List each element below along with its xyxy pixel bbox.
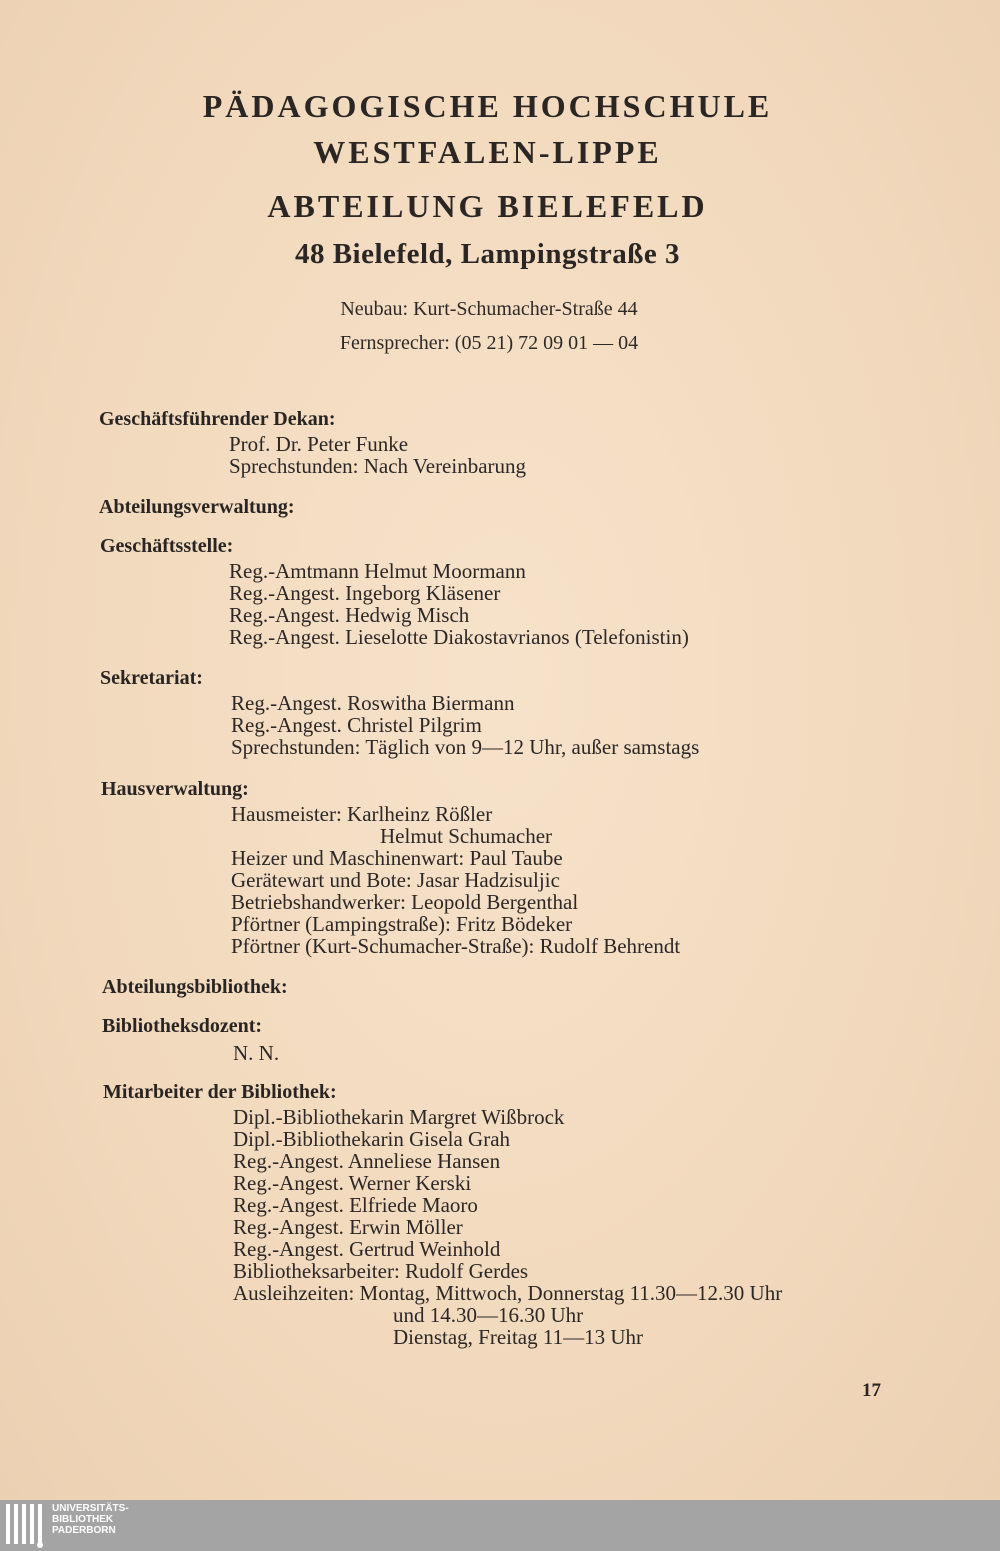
dekan-name: Prof. Dr. Peter Funke [229, 432, 409, 456]
mitarbeiter-heading: Mitarbeiter der Bibliothek: [103, 1081, 337, 1103]
list-item: Dienstag, Freitag 11—13 Uhr [393, 1325, 644, 1349]
verwaltung-heading: Abteilungsverwaltung: [99, 496, 295, 518]
dekan-hours: Sprechstunden: Nach Vereinbarung [229, 454, 527, 478]
logo-dot-icon [37, 1542, 43, 1548]
logo-line: BIBLIOTHEK [52, 1514, 114, 1525]
logo-line: PADERBORN [52, 1525, 116, 1536]
list-item: Reg.-Angest. Anneliese Hansen [233, 1149, 501, 1173]
list-item: Sprechstunden: Täglich von 9—12 Uhr, außer samstags [231, 735, 700, 759]
list-item: Reg.-Angest. Elfriede Maoro [233, 1193, 478, 1217]
list-item: Dipl.-Bibliothekarin Margret Wißbrock [233, 1105, 565, 1129]
hausverwaltung-heading: Hausverwaltung: [101, 778, 249, 800]
bibliothek-heading: Abteilungsbibliothek: [102, 976, 288, 998]
list-item: Ausleihzeiten: Montag, Mittwoch, Donnerstag 11.30—12.30 Uhr [233, 1281, 783, 1305]
list-item: und 14.30—16.30 Uhr [393, 1303, 584, 1327]
list-item: Pförtner (Kurt-Schumacher-Straße): Rudolf Behrendt [231, 934, 681, 958]
list-item: Reg.-Angest. Christel Pilgrim [231, 713, 482, 737]
list-item: Hausmeister: Karlheinz Rößler [231, 802, 493, 826]
list-item: Reg.-Amtmann Helmut Moormann [229, 559, 526, 583]
library-footer [0, 1500, 1000, 1551]
institution-region: WESTFALEN-LIPPE [313, 134, 662, 170]
phone-number: Fernsprecher: (05 21) 72 09 01 — 04 [339, 332, 639, 354]
list-item: Pförtner (Lampingstraße): Fritz Bödeker [231, 912, 573, 936]
list-item: Reg.-Angest. Werner Kerski [233, 1171, 472, 1195]
neubau-address: Neubau: Kurt-Schumacher-Straße 44 [340, 298, 638, 320]
institution-title: PÄDAGOGISCHE HOCHSCHULE [202, 88, 773, 124]
logo-line: UNIVERSITÄTS- [52, 1503, 129, 1514]
list-item: Bibliotheksarbeiter: Rudolf Gerdes [233, 1259, 529, 1283]
list-item: Reg.-Angest. Lieselotte Diakostavrianos (Telefonistin) [229, 625, 689, 649]
list-item: Betriebshandwerker: Leopold Bergenthal [231, 890, 579, 914]
page-number: 17 [862, 1380, 881, 1401]
list-item: Reg.-Angest. Erwin Möller [233, 1215, 463, 1239]
address: 48 Bielefeld, Lampingstraße 3 [294, 238, 681, 270]
list-item: Heizer und Maschinenwart: Paul Taube [231, 846, 563, 870]
list-item: Dipl.-Bibliothekarin Gisela Grah [233, 1127, 511, 1151]
department-title: ABTEILUNG BIELEFELD [267, 188, 708, 224]
geschaeftsstelle-heading: Geschäftsstelle: [100, 535, 234, 557]
sekretariat-heading: Sekretariat: [100, 667, 203, 689]
list-item: Reg.-Angest. Gertrud Weinhold [233, 1237, 501, 1261]
list-item: Reg.-Angest. Hedwig Misch [229, 603, 470, 627]
list-item: Helmut Schumacher [380, 824, 553, 848]
library-logo-text [52, 1503, 129, 1536]
dekan-heading: Geschäftsführender Dekan: [99, 408, 336, 430]
dozent-heading: Bibliotheksdozent: [102, 1015, 263, 1037]
list-item: Gerätewart und Bote: Jasar Hadzisuljic [231, 868, 560, 892]
list-item: N. N. [233, 1041, 280, 1065]
list-item: Reg.-Angest. Roswitha Biermann [231, 691, 515, 715]
list-item: Reg.-Angest. Ingeborg Kläsener [229, 581, 501, 605]
